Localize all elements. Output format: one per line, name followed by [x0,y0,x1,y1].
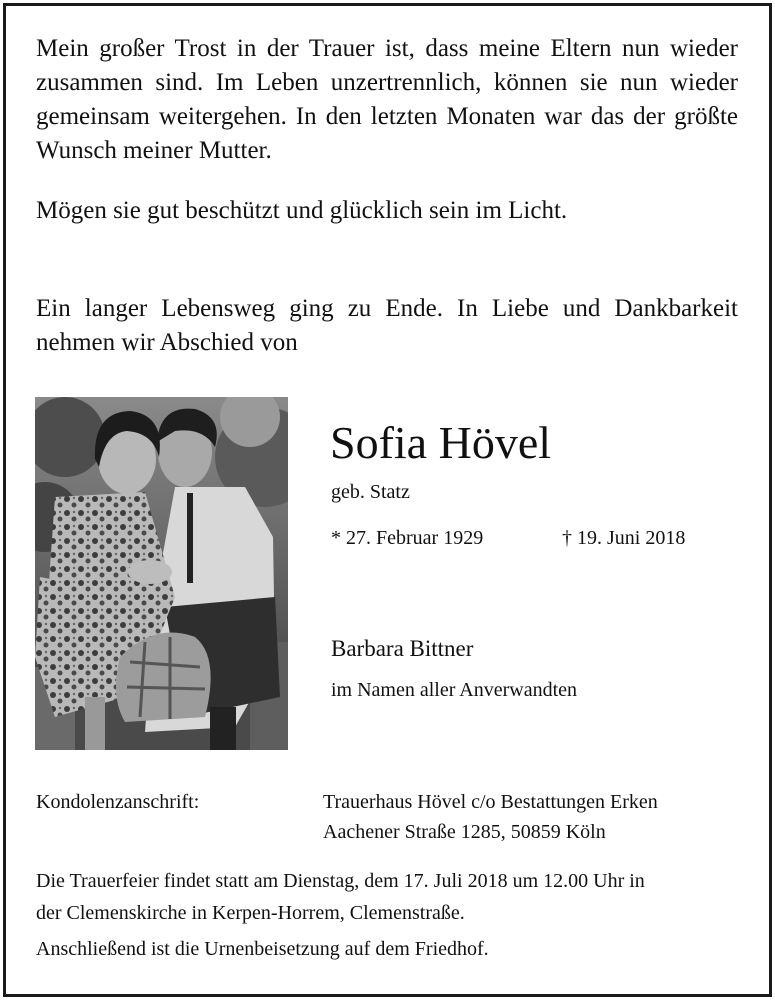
funeral-info-line-1: Die Trauerfeier findet statt am Dienstag, dem 17. Juli 2018 um 12.00 Uhr in [36,870,645,892]
deceased-name: Sofia Hövel [330,417,552,468]
condolence-address-line-2: Aachener Straße 1285, 50859 Köln [323,821,606,843]
maiden-name: geb. Statz [331,481,410,503]
intro-paragraph-1: Mein großer Trost in der Trauer ist, dass meine Eltern nun wieder zusammen sind. Im Leben unzertrennlich, können sie nun wieder gemeinsam weitergehen. In den letzten Monaten war das der größte Wunsch meiner Mutter. [36,35,738,164]
death-date: † 19. Juni 2018 [562,527,686,549]
signer-name: Barbara Bittner [331,636,474,661]
condolence-address-line-1: Trauerhaus Hövel c/o Bestattungen Erken [323,791,658,813]
intro-paragraph-2: Mögen sie gut beschützt und glücklich sein im Licht. [36,197,568,224]
funeral-info-line-3: Anschließend ist die Urnenbeisetzung auf dem Friedhof. [36,938,489,960]
funeral-info-line-2: der Clemenskirche in Kerpen-Horrem, Clemenstraße. [36,902,465,924]
intro-paragraph-3: Ein langer Lebensweg ging zu Ende. In Liebe und Dankbarkeit nehmen wir Abschied von [36,295,738,356]
condolence-address-label: Kondolenzanschrift: [36,791,200,813]
signer-note: im Namen aller Anverwandten [331,679,578,701]
couple-photo [35,397,288,750]
birth-date: * 27. Februar 1929 [331,527,484,549]
